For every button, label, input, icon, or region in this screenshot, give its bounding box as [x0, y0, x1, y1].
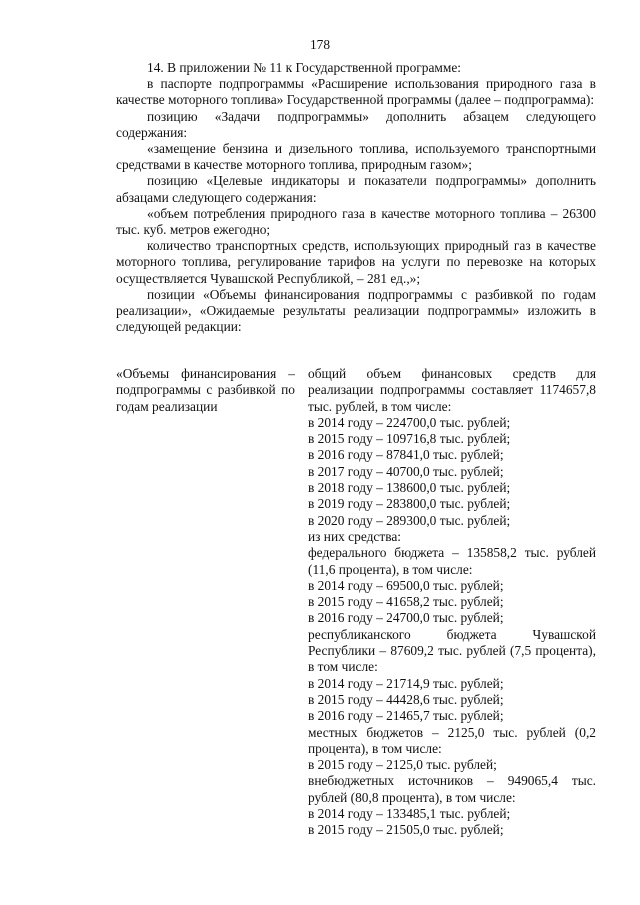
table-line: в 2014 году – 69500,0 тыс. рублей;	[308, 577, 504, 593]
paragraph: «замещение бензина и дизельного топлива, используемого транспортными средствами в качестве моторного топлива, природным газом»;	[116, 141, 596, 173]
table-line: в 2016 году – 24700,0 тыс. рублей;	[308, 610, 504, 626]
paragraph: в паспорте подпрограммы «Расширение использования природного газа в качестве моторного топлива» Государственной программы (далее – подпрограмма):	[116, 76, 596, 108]
table-line: в 2017 году – 40700,0 тыс. рублей;	[308, 463, 504, 479]
table-line: в 2015 году – 41658,2 тыс. рублей;	[308, 594, 504, 610]
table-line: в 2014 году – 21714,9 тыс. рублей;	[308, 675, 504, 691]
document-body	[116, 60, 596, 335]
paragraph: «объем потребления природного газа в качестве моторного топлива – 26300 тыс. куб. метров ежегодно;	[116, 205, 596, 238]
table-left-label: «Объемы финансирования – подпрограммы с разбивкой по годам реализации	[116, 366, 295, 414]
table-line: в 2015 году – 44428,6 тыс. рублей;	[308, 691, 504, 707]
table-line: в 2015 году – 109716,8 тыс. рублей;	[308, 431, 511, 447]
table-line: в 2016 году – 21465,7 тыс. рублей;	[308, 708, 504, 724]
table-line: в 2015 году – 21505,0 тыс. рублей;	[308, 822, 504, 838]
table-line: в 2015 году – 2125,0 тыс. рублей;	[308, 757, 497, 773]
page-number: 178	[309, 37, 331, 52]
table-line: в 2014 году – 224700,0 тыс. рублей;	[308, 414, 511, 430]
table-line: в 2020 году – 289300,0 тыс. рублей;	[308, 512, 511, 528]
table-line: республиканского бюджета Чувашской Республики – 87609,2 тыс. рублей (7,5 процента), в том числе:	[308, 626, 596, 675]
paragraph: позицию «Целевые индикаторы и показатели подпрограммы» дополнить абзацами следующего содержания:	[116, 173, 596, 205]
table-line: общий объем финансовых средств для реализации подпрограммы составляет 1174657,8 тыс. рублей, в том числе:	[308, 366, 596, 414]
table-line: в 2014 году – 133485,1 тыс. рублей;	[308, 806, 511, 822]
table-line: внебюджетных источников – 949065,4 тыс. рублей (80,8 процента), в том числе:	[308, 773, 596, 805]
paragraph: позиции «Объемы финансирования подпрограммы с разбивкой по годам реализации», «Ожидаемые результаты реализации подпрограммы» изложить в следующей редакции:	[116, 286, 596, 335]
paragraph: количество транспортных средств, использующих природный газ в качестве моторного топлива, регулирование тарифов на услуги по перевозке на которых осуществляется Чувашской Республикой, – 281 ед.,»;	[116, 238, 596, 286]
paragraph: позицию «Задачи подпрограммы» дополнить абзацем следующего содержания:	[116, 108, 596, 140]
table-line: в 2019 году – 283800,0 тыс. рублей;	[308, 496, 511, 512]
table-right-column	[308, 366, 596, 839]
table-line: в 2018 году – 138600,0 тыс. рублей;	[308, 480, 511, 496]
table-line: в 2016 году – 87841,0 тыс. рублей;	[308, 447, 504, 463]
table-line: местных бюджетов – 2125,0 тыс. рублей (0,2 процента), в том числе:	[308, 724, 596, 756]
paragraph: 14. В приложении № 11 к Государственной программе:	[147, 60, 462, 75]
table-line: федерального бюджета – 135858,2 тыс. рублей (11,6 процента), в том числе:	[308, 545, 596, 577]
table-line: из них средства:	[308, 528, 402, 544]
